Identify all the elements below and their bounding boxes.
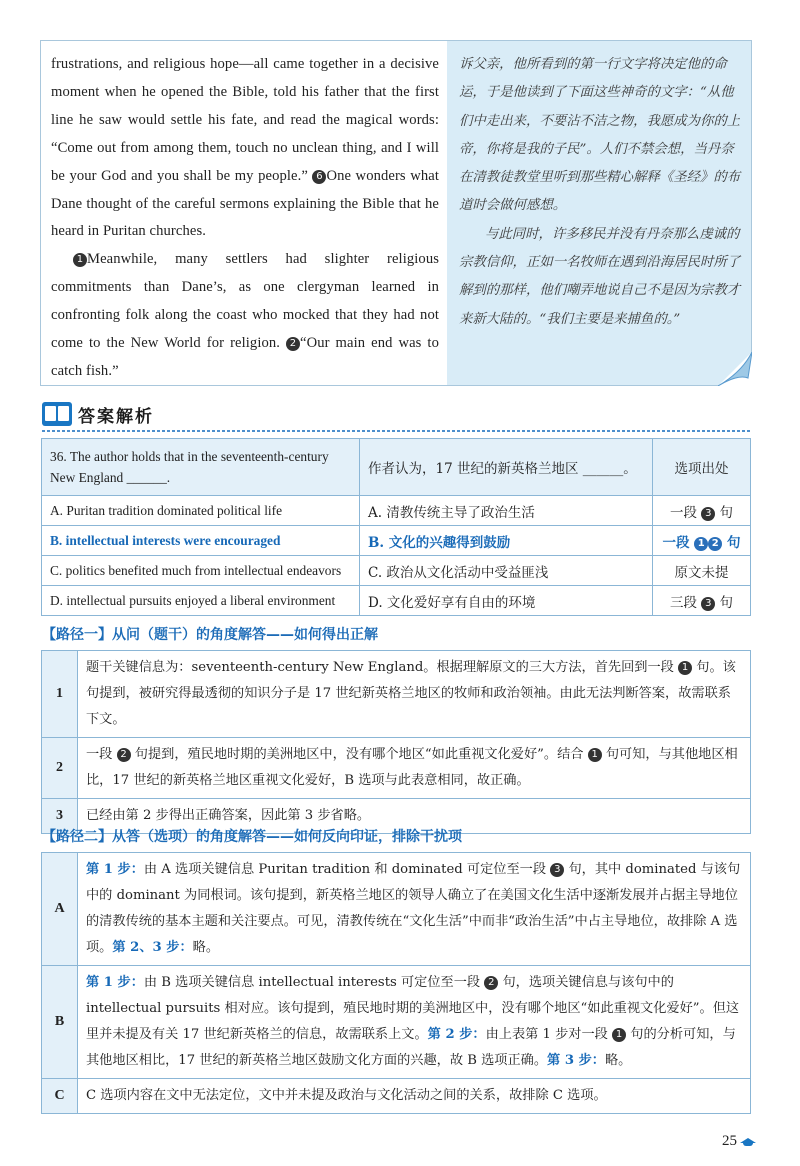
option-key: C [42,1079,78,1114]
question-en: 36. The author holds that in the seventeenth-century New England ______. [42,439,360,496]
bilingual-passage [40,40,752,386]
option-source: 原文未提 [653,556,751,586]
option-key: B [42,966,78,1079]
option-source: 一段 3 句 [653,496,751,526]
option-en: D. intellectual pursuits enjoyed a liberal environment [42,586,360,616]
path2-table [41,852,751,1114]
option-en: B. intellectual interests were encouraged [42,526,360,556]
sentence-number-1: 1 [73,253,87,267]
sentence-number: 1 [612,1028,626,1042]
chinese-translation [447,41,751,385]
chinese-paragraph-1: 诉父亲，他所看到的第一行文字将决定他的命运，于是他读到了下面这些神奇的文字：“从他们中走出来，不要沾不洁之物，我愿成为你的上帝，你将是我的子民”。人们不禁会想，当丹奈在清教徒教堂里听到那些精心解释《圣经》的布道时会做何感想。 [459,57,741,214]
book-icon [42,402,72,426]
option-row-d [42,586,751,616]
section-title: 答案解析 [78,406,154,427]
question-zh: 作者认为，17 世纪的新英格兰地区 ______。 [360,439,653,496]
option-row-a [42,496,751,526]
sentence-number: 3 [701,507,715,521]
section-header [42,400,154,428]
option-row-b [42,526,751,556]
question-options-table [41,438,751,616]
english-passage [41,41,447,385]
sentence-number: 3 [550,863,564,877]
option-source: 三段 3 句 [653,586,751,616]
sentence-number: 1 [678,661,692,675]
sentence-number: 1 [588,748,602,762]
page-number: 25 [722,1133,756,1150]
sentence-number-6: 6 [312,170,326,184]
step-text: 已经由第 2 步得出正确答案，因此第 3 步省略。 [78,799,751,834]
path2-option-c [42,1079,751,1114]
option-en: A. Puritan tradition dominated political life [42,496,360,526]
option-row-c [42,556,751,586]
source-header: 选项出处 [653,439,751,496]
step-key: 3 [42,799,78,834]
sentence-number: 2 [484,976,498,990]
option-analysis: 第 1 步：由 A 选项关键信息 Puritan tradition 和 dominated 可定位至一段 3 句，其中 dominated 与该句中的 dominant 为同根词。该句提到，新英格兰地区的领导人确立了在美国文化生活中逐渐发展并占据主导地位的清教传统的基本主题和关注要点。可见，清教传统在“文化生活”中而非“政治生活”中占主导地位，故排除 A 选项。第 2、3 步：略。 [78,853,751,966]
step-text: 题干关键信息为：seventeenth-century New England。根据理解原文的三大方法，首先回到一段 1 句。该句提到，被研究得最透彻的知识分子是 17 世纪新英格兰地区的牧师和政治领袖。由此无法判断答案，故需联系下文。 [78,651,751,738]
english-paragraph-2: 1 Meanwhile, many settlers had slighter religious commitments than Dane’s, as one clergyman learned in confronting folk along the coast who mocked that they had not come to the New World for religion. 2 “Our main end was to catch fish.” [51,251,439,379]
english-paragraph-1: frustrations, and religious hope—all came together in a decisive moment when he opened the Bible, told his father that the first line he saw would settle his fate, and read the magical words: “Come out from among them, touch no unclean thing, and I will be your God and you shall be my people.” 6 One wonders what Dane thought of the careful sermons explaining the Bible that he heard in Puritan churches. [51,56,439,240]
sentence-number: 2 [708,537,722,551]
path2-option-b [42,966,751,1079]
graduation-cap-icon [740,1137,756,1147]
question-row [42,439,751,496]
page-fold-corner [718,352,752,386]
option-key: A [42,853,78,966]
step-text: 一段 2 句提到，殖民地时期的美洲地区中，没有哪个地区“如此重视文化爱好”。结合 1 句可知，与其他地区相比，17 世纪的新英格兰地区重视文化爱好，B 选项与此表意相同，故正确。 [78,738,751,799]
sentence-number: 3 [701,597,715,611]
sentence-number: 1 [694,537,708,551]
path1-step-2 [42,738,751,799]
step-key: 1 [42,651,78,738]
sentence-number: 2 [117,748,131,762]
option-source: 一段 1 2 句 [653,526,751,556]
option-analysis: 第 1 步：由 B 选项关键信息 intellectual interests 可定位至一段 2 句，选项关键信息与该句中的 intellectual pursuits 相对应。该句提到，殖民地时期的美洲地区中，没有哪个地区“如此重视文化爱好”。但这里并未提及有关 17 世纪新英格兰的信息，故需联系上文。第 2 步：由上表第 1 步对一段 1 句的分析可知，与其他地区相比，17 世纪的新英格兰地区鼓励文化方面的兴趣，故 B 选项正确。第 3 步：略。 [78,966,751,1079]
option-analysis: C 选项内容在文中无法定位，文中并未提及政治与文化活动之间的关系，故排除 C 选项。 [78,1079,751,1114]
path1-label: 【路径一】从问（题干）的角度解答——如何得出正解 [42,627,378,643]
step-key: 2 [42,738,78,799]
sentence-number-2: 2 [286,337,300,351]
section-divider [42,430,752,432]
path2-option-a [42,853,751,966]
option-zh: A. 清教传统主导了政治生活 [360,496,653,526]
chinese-paragraph-2: 与此同时，许多移民并没有丹奈那么虔诚的宗教信仰，正如一名牧师在遇到沿海居民时所了解到的那样，他们嘲弄地说自己不是因为宗教才来新大陆的。“我们主要是来捕鱼的。” [459,226,741,327]
path1-table [41,650,751,834]
path1-step-1 [42,651,751,738]
path2-label: 【路径二】从答（选项）的角度解答——如何反向印证，排除干扰项 [42,829,462,845]
option-zh: B. 文化的兴趣得到鼓励 [360,526,653,556]
option-en: C. politics benefited much from intellectual endeavors [42,556,360,586]
option-zh: C. 政治从文化活动中受益匪浅 [360,556,653,586]
option-zh: D. 文化爱好享有自由的环境 [360,586,653,616]
